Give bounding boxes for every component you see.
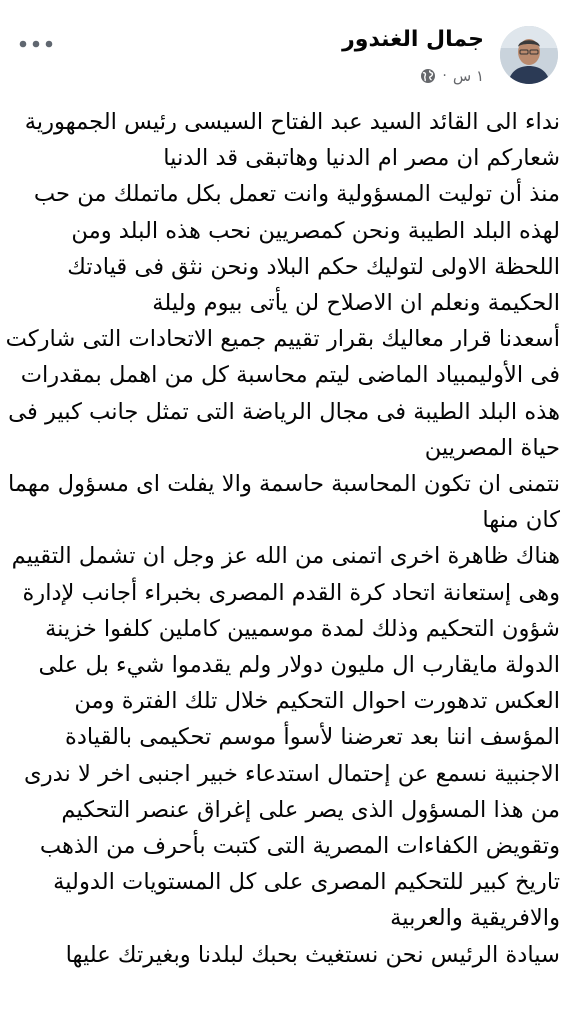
- post-line: نتمنى ان تكون المحاسبة حاسمة والا يفلت اى مسؤول مهما: [7, 471, 560, 498]
- post-text: [5, 104, 560, 973]
- post-line: منذ أن توليت المسؤولية وانت تعمل بكل ماتملك من حب: [33, 181, 560, 208]
- post-line: لهذه البلد الطيبة ونحن كمصريين نحب هذه البلد ومن: [71, 217, 560, 244]
- post-line: الدولة مايقارب ال مليون دولار ولم يقدموا شيء بل على: [38, 652, 560, 679]
- post-line: سيادة الرئيس نحن نستغيث بحبك لبلدنا وبغيرتك عليها: [65, 941, 560, 968]
- post-meta: [420, 67, 484, 85]
- post-line: العكس تدهورت احوال التحكيم خلال تلك الفترة ومن: [74, 688, 560, 715]
- post-line: هناك ظاهرة اخرى اتمنى من الله عز وجل ان تشمل التقييم: [11, 543, 560, 570]
- post-line: فى الأوليمبياد الماضى ليتم محاسبة كل من اهمل بمقدرات: [20, 362, 560, 389]
- globe-icon[interactable]: [420, 68, 436, 84]
- post-line: كان منها: [482, 507, 560, 534]
- more-options-button[interactable]: [16, 32, 56, 56]
- more-horizontal-icon: [19, 40, 53, 48]
- post-line: شؤون التحكيم وذلك لمدة موسميين كاملين كلفوا خزينة: [45, 615, 560, 642]
- post-line: هذه البلد الطيبة فى مجال الرياضة التى تمثل جانب كبير فى: [8, 398, 560, 425]
- post-line: والافريقية والعربية: [390, 905, 560, 932]
- avatar-photo: [500, 26, 558, 84]
- post-header: [0, 12, 580, 92]
- post-line: نداء الى القائد السيد عبد الفتاح السيسى رئيس الجمهورية: [24, 109, 560, 135]
- author-avatar[interactable]: [500, 26, 558, 84]
- post-line: المؤسف اننا بعد تعرضنا لأسوأ موسم تحكيمى بالقيادة: [65, 724, 560, 751]
- post-line: وتقويض الكفاءات المصرية التى كتبت بأحرف من الذهب: [39, 833, 560, 860]
- post-line: الاجنبية نسمع عن إحتمال استدعاء خبير اجنبى اخر لا ندرى: [24, 760, 560, 787]
- post-time[interactable]: ١ س: [452, 67, 484, 85]
- post-line: اللحظة الاولى لتوليك حكم البلاد ونحن نثق فى قيادتك: [67, 253, 560, 280]
- bottom-fade: [0, 1004, 580, 1024]
- post-line: حياة المصريين: [424, 434, 560, 461]
- post-line: وهى إستعانة اتحاد كرة القدم المصرى بخبراء أجانب لإدارة: [22, 579, 560, 606]
- author-name[interactable]: جمال الغندور: [342, 27, 484, 52]
- post-line: تاريخ كبير للتحكيم المصرى على كل المستويات الدولية: [53, 869, 560, 896]
- post-line: الحكيمة ونعلم ان الاصلاح لن يأتى بيوم وليلة: [152, 290, 560, 317]
- post-line: شعاركم ان مصر ام الدنيا وهاتبقى قد الدنيا: [163, 145, 560, 172]
- meta-separator: ·: [442, 68, 447, 84]
- post-line: من هذا المسؤول الذى يصر على إغراق عنصر التحكيم: [61, 796, 560, 823]
- post-line: أسعدنا قرار معاليك بقرار تقييم جميع الاتحادات التى شاركت: [5, 326, 560, 353]
